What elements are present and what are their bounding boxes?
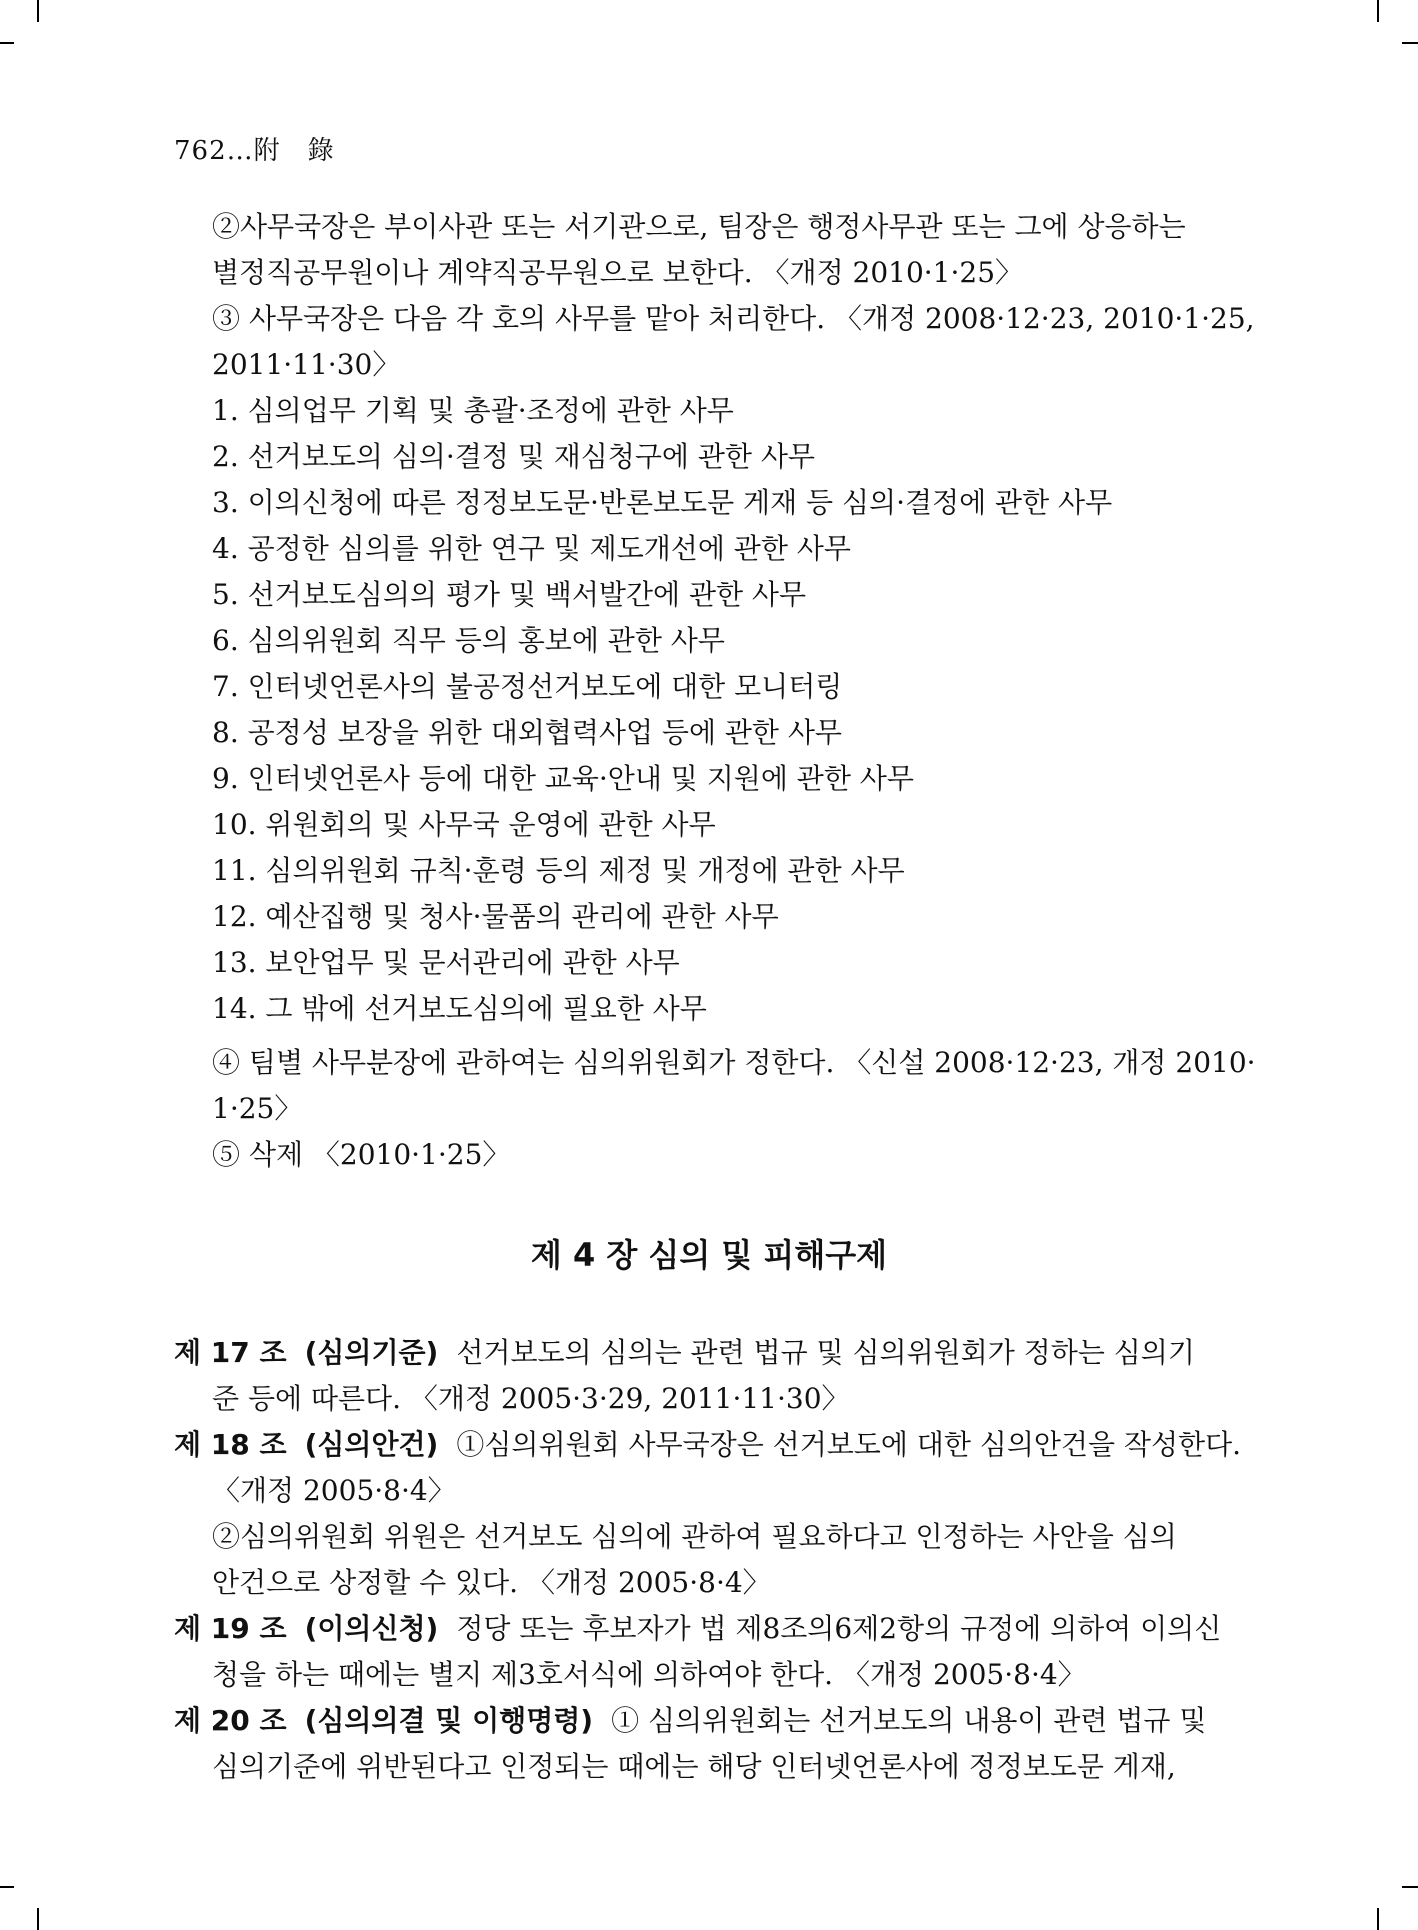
crop-mark-top-left-v	[37, 0, 39, 22]
article-text: 선거보도의 심의는 관련 법규 및 심의위원회가 정하는 심의기	[456, 1336, 1195, 1369]
list-item: 10. 위원회의 및 사무국 운영에 관한 사무	[212, 808, 716, 841]
article-continuation: ②심의위원회 위원은 선거보도 심의에 관하여 필요하다고 인정하는 사안을 심의	[212, 1520, 1177, 1553]
article-continuation: 심의기준에 위반된다고 인정되는 때에는 해당 인터넷언론사에 정정보도문 게재,	[212, 1750, 1176, 1783]
article-number: 제 18 조	[174, 1428, 287, 1461]
paragraph-line: 1·25〉	[212, 1092, 303, 1125]
article-19	[174, 1606, 1242, 1698]
crop-mark-bottom-right-v	[1377, 1908, 1379, 1930]
list-item: 2. 선거보도의 심의·결정 및 재심청구에 관한 사무	[212, 440, 815, 473]
list-item: 1. 심의업무 기획 및 총괄·조정에 관한 사무	[212, 394, 734, 427]
page-header: 762…附 錄	[174, 136, 335, 166]
list-item: 3. 이의신청에 따른 정정보도문·반론보도문 게재 등 심의·결정에 관한 사무	[212, 486, 1113, 519]
crop-mark-top-left-h	[0, 42, 14, 44]
article-continuation: 〈개정 2005·8·4〉	[212, 1474, 456, 1507]
list-item: 9. 인터넷언론사 등에 대한 교육·안내 및 지원에 관한 사무	[212, 762, 914, 795]
paragraph-4	[212, 1040, 1256, 1132]
article-title: (이의신청)	[304, 1612, 439, 1645]
paragraph-line: ④ 팀별 사무분장에 관하여는 심의위원회가 정한다. 〈신설 2008·12·23, 개정 2010·	[212, 1046, 1256, 1079]
article-20	[174, 1698, 1242, 1790]
paragraph-3	[212, 296, 1255, 388]
duty-list	[212, 388, 1112, 1032]
paragraph-line: 2011·11·30〉	[212, 348, 401, 381]
paragraph-line: ②사무국장은 부이사관 또는 서기관으로, 팀장은 행정사무관 또는 그에 상응하는	[212, 210, 1186, 243]
article-number: 제 19 조	[174, 1612, 287, 1645]
list-item: 7. 인터넷언론사의 불공정선거보도에 대한 모니터링	[212, 670, 843, 703]
article-number: 제 17 조	[174, 1336, 287, 1369]
article-text: ① 심의위원회는 선거보도의 내용이 관련 법규 및	[611, 1704, 1207, 1737]
article-continuation: 준 등에 따른다. 〈개정 2005·3·29, 2011·11·30〉	[212, 1382, 850, 1415]
list-item: 8. 공정성 보장을 위한 대외협력사업 등에 관한 사무	[212, 716, 842, 749]
paragraph-2	[212, 204, 1240, 296]
article-title: (심의기준)	[304, 1336, 439, 1369]
list-item: 6. 심의위원회 직무 등의 홍보에 관한 사무	[212, 624, 725, 657]
crop-mark-bottom-left-v	[37, 1908, 39, 1930]
crop-mark-bottom-right-h	[1402, 1886, 1418, 1888]
paragraph-5	[212, 1132, 1240, 1178]
crop-mark-top-right-h	[1402, 42, 1418, 44]
article-text: ①심의위원회 사무국장은 선거보도에 대한 심의안건을 작성한다.	[456, 1428, 1242, 1461]
chapter-title: 제 4 장 심의 및 피해구제	[530, 1236, 888, 1274]
article-18	[174, 1422, 1242, 1606]
paragraph-line: ③ 사무국장은 다음 각 호의 사무를 맡아 처리한다. 〈개정 2008·12·23, 2010·1·25,	[212, 302, 1255, 335]
list-item: 5. 선거보도심의의 평가 및 백서발간에 관한 사무	[212, 578, 807, 611]
list-item: 12. 예산집행 및 청사·물품의 관리에 관한 사무	[212, 900, 779, 933]
article-number: 제 20 조	[174, 1704, 287, 1737]
article-title: (심의의결 및 이행명령)	[304, 1704, 594, 1737]
article-continuation: 청을 하는 때에는 별지 제3호서식에 의하여야 한다. 〈개정 2005·8·4〉	[212, 1658, 1086, 1691]
crop-mark-bottom-left-h	[0, 1886, 14, 1888]
crop-mark-top-right-v	[1377, 0, 1379, 22]
list-item: 4. 공정한 심의를 위한 연구 및 제도개선에 관한 사무	[212, 532, 851, 565]
list-item: 11. 심의위원회 규칙·훈령 등의 제정 및 개정에 관한 사무	[212, 854, 905, 887]
paragraph-line: 별정직공무원이나 계약직공무원으로 보한다. 〈개정 2010·1·25〉	[212, 256, 1024, 289]
article-continuation: 안건으로 상정할 수 있다. 〈개정 2005·8·4〉	[212, 1566, 771, 1599]
article-text: 정당 또는 후보자가 법 제8조의6제2항의 규정에 의하여 이의신	[456, 1612, 1222, 1645]
article-17	[174, 1330, 1242, 1422]
list-item: 13. 보안업무 및 문서관리에 관한 사무	[212, 946, 680, 979]
paragraph-line: ⑤ 삭제 〈2010·1·25〉	[212, 1138, 511, 1171]
article-title: (심의안건)	[304, 1428, 439, 1461]
list-item: 14. 그 밖에 선거보도심의에 필요한 사무	[212, 992, 707, 1025]
